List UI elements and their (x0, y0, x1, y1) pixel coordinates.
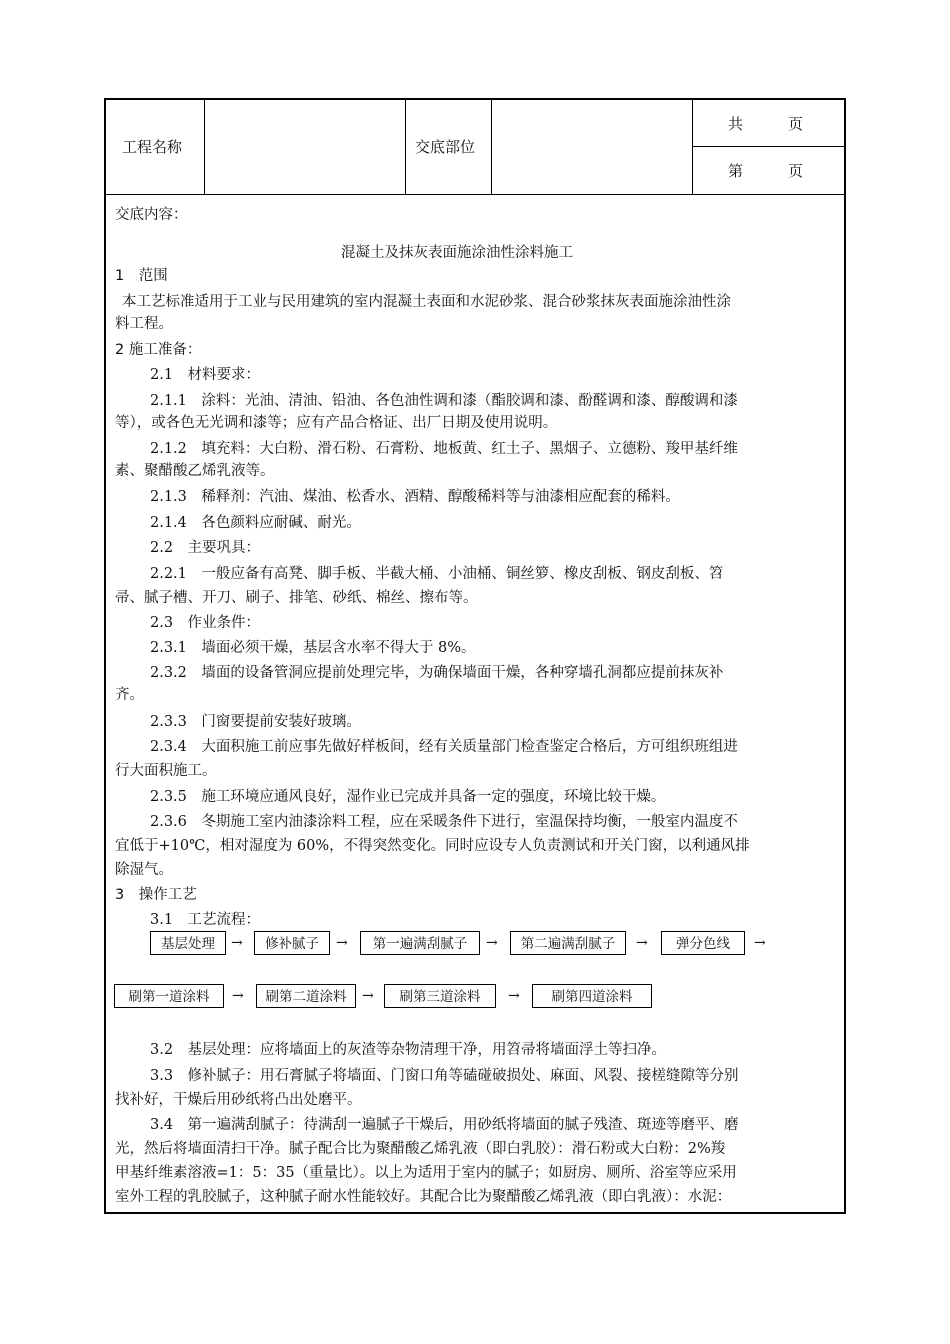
total-pages-label: 共 页 (728, 115, 804, 133)
arrow-right-icon: → (232, 988, 244, 1004)
section-heading: 2 施工准备： (115, 342, 202, 358)
paragraph-line: 3.4 第一遍满刮腻子：待满刮一遍腻子干燥后，用砂纸将墙面的腻子残渣、斑迹等磨平、磨 (150, 1117, 739, 1133)
arrow-right-icon: → (336, 935, 348, 951)
disclosure-form (104, 98, 846, 1214)
paragraph-line: 2.1.1 涂料：光油、清油、铅油、各色油性调和漆（酯胶调和漆、酚醛调和漆、醇酸调和漆 (150, 393, 738, 409)
paragraph-line: 甲基纤维素溶液=1：5：35（重量比）。以上为适用于室内的腻子；如厨房、厕所、浴室等应采用 (115, 1165, 737, 1181)
paragraph-line: 室外工程的乳胶腻子，这种腻子耐水性能较好。其配合比为聚醋酸乙烯乳液（即白乳液）：水泥： (115, 1189, 732, 1205)
paragraph-line: 2.3.5 施工环境应通风良好，湿作业已完成并具备一定的强度，环境比较干燥。 (150, 789, 666, 805)
paragraph-line: 2.3.4 大面积施工前应事先做好样板间，经有关质量部门检查鉴定合格后，方可组织班组进 (150, 739, 738, 755)
arrow-right-icon: → (362, 988, 374, 1004)
form-header (106, 100, 844, 195)
flow-step: 第一遍满刮腻子 (360, 931, 480, 955)
paragraph-line: 帚、腻子槽、开刀、刷子、排笔、砂纸、棉丝、擦布等。 (115, 590, 478, 606)
paragraph-line: 2.1 材料要求： (150, 367, 261, 383)
paragraph-line: 除湿气。 (115, 862, 173, 878)
paragraph-line: 3.2 基层处理：应将墙面上的灰渣等杂物清理干净，用笤帚将墙面浮土等扫净。 (150, 1042, 667, 1058)
page-number-label: 第 页 (728, 162, 804, 180)
paragraph-line: 行大面积施工。 (115, 763, 217, 779)
flow-step: 刷第四道涂料 (532, 984, 652, 1008)
divider (491, 100, 492, 194)
flow-step: 刷第二道涂料 (256, 984, 356, 1008)
paragraph-line: 2.2.1 一般应备有高凳、脚手板、半截大桶、小油桶、铜丝箩、橡皮刮板、钢皮刮板、笤 (150, 566, 724, 582)
divider (693, 146, 844, 147)
paragraph-line: 2.1.4 各色颜料应耐碱、耐光。 (150, 515, 361, 531)
flow-step: 刷第一道涂料 (114, 984, 224, 1008)
flow-step: 弹分色线 (661, 931, 745, 955)
location-label: 交底部位 (415, 138, 476, 156)
divider (204, 100, 205, 194)
paragraph-line: 2.1.3 稀释剂：汽油、煤油、松香水、酒精、醇酸稀料等与油漆相应配套的稀料。 (150, 489, 680, 505)
flow-step: 刷第三道涂料 (384, 984, 496, 1008)
flow-step: 基层处理 (150, 931, 226, 955)
flow-step: 第二遍满刮腻子 (510, 931, 626, 955)
paragraph-line: 光，然后将墙面清扫干净。腻子配合比为聚醋酸乙烯乳液（即白乳胶）：滑石粉或大白粉：2%羧 (115, 1141, 726, 1157)
paragraph-line: 素、聚醋酸乙烯乳液等。 (115, 463, 275, 479)
paragraph-line: 2.3 作业条件： (150, 615, 261, 631)
location-value[interactable] (493, 100, 692, 194)
arrow-right-icon: → (636, 935, 648, 951)
flow-step: 修补腻子 (254, 931, 330, 955)
arrow-right-icon: → (231, 935, 243, 951)
document-title: 混凝土及抹灰表面施涂油性涂料施工 (341, 245, 573, 261)
section-heading: 1 范围 (115, 268, 168, 284)
paragraph-line: 2.3.1 墙面必须干燥，基层含水率不得大于 8%。 (150, 640, 476, 656)
arrow-right-icon: → (754, 935, 766, 951)
section-heading: 3 操作工艺 (115, 887, 197, 903)
intro-label: 交底内容： (115, 207, 188, 223)
paragraph-line: 本工艺标准适用于工业与民用建筑的室内混凝土表面和水泥砂浆、混合砂浆抹灰表面施涂油性涂 (122, 294, 731, 310)
paragraph-line: 宜低于+10℃，相对湿度为 60%，不得突然变化。同时应设专人负责测试和开关门窗，以利通风排 (115, 838, 750, 854)
paragraph-line: 找补好，干燥后用砂纸将凸出处磨平。 (115, 1092, 362, 1108)
paragraph-line: 2.3.3 门窗要提前安装好玻璃。 (150, 714, 361, 730)
project-name-value[interactable] (206, 100, 405, 194)
paragraph-line: 等），或各色无光调和漆等；应有产品合格证、出厂日期及使用说明。 (115, 415, 558, 431)
arrow-right-icon: → (486, 935, 498, 951)
arrow-right-icon: → (508, 988, 520, 1004)
project-name-label: 工程名称 (122, 138, 183, 156)
paragraph-line: 2.2 主要巩具： (150, 540, 261, 556)
paragraph-line: 3.3 修补腻子：用石膏腻子将墙面、门窗口角等磕碰破损处、麻面、风裂、接槎缝隙等分别 (150, 1068, 739, 1084)
paragraph-line: 2.3.6 冬期施工室内油漆涂料工程，应在采暖条件下进行，室温保持均衡，一般室内温度不 (150, 814, 738, 830)
paragraph-line: 2.3.2 墙面的设备管洞应提前处理完毕，为确保墙面干燥，各种穿墙孔洞都应提前抹灰补 (150, 665, 724, 681)
paragraph-line: 料工程。 (115, 316, 173, 332)
paragraph-line: 2.1.2 填充料：大白粉、滑石粉、石膏粉、地板黄、红土子、黑烟子、立德粉、羧甲基纤维 (150, 441, 738, 457)
paragraph-line: 齐。 (115, 687, 144, 703)
divider (405, 100, 406, 194)
divider (692, 100, 693, 194)
paragraph-line: 3.1 工艺流程： (150, 912, 261, 928)
